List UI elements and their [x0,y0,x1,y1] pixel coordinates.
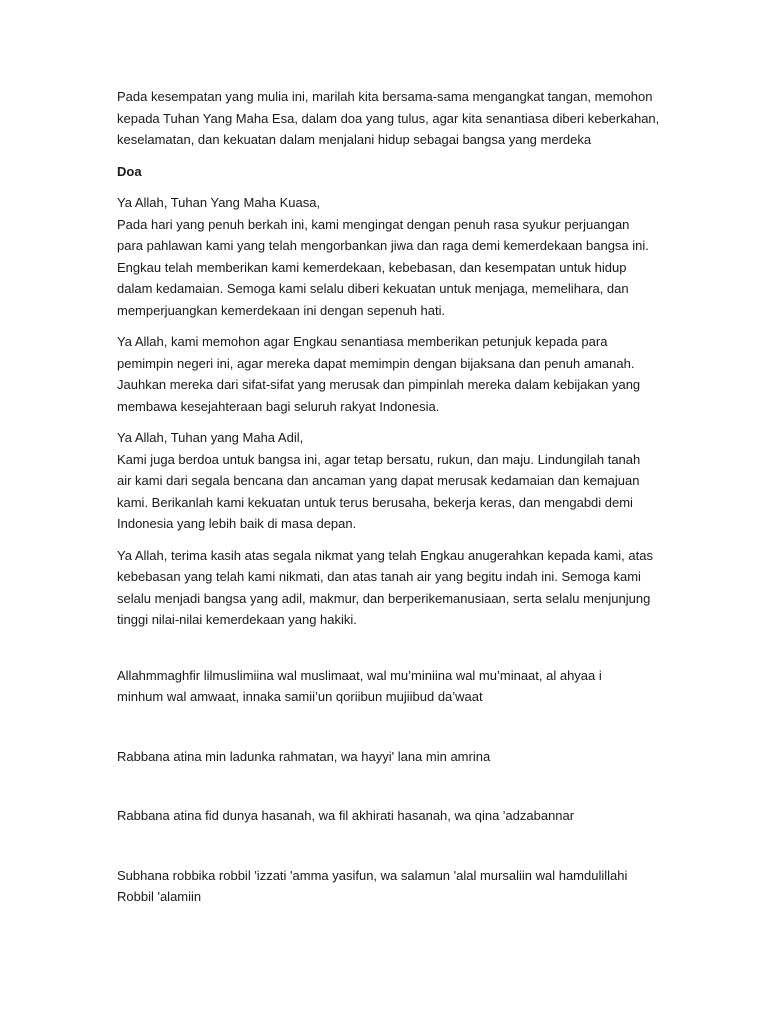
text-line: Ya Allah, terima kasih atas segala nikmat yang telah Engkau anugerahkan kepada kami, atas [117,547,653,563]
text-line: Indonesia yang lebih baik di masa depan. [117,516,357,531]
text-line: dalam kedamaian. Semoga kami selalu diberi kekuatan untuk menjaga, memelihara, dan [117,281,629,296]
prayer-paragraph-3 [117,427,668,535]
text-line: Robbil 'alamiin [117,889,202,904]
text-line: Pada kesempatan yang mulia ini, marilah kita bersama-sama mengangkat tangan, memohon [117,89,653,104]
text-line: Rabbana atina min ladunka rahmatan, wa hayyi' lana min amrina [117,748,491,764]
text-line: Ya Allah, kami memohon agar Engkau senantiasa memberikan petunjuk kepada para [117,334,608,349]
text-line: kepada Tuhan Yang Maha Esa, dalam doa yang tulus, agar kita senantiasa diberi keberkahan, [117,110,660,126]
closing-prayer-3 [117,805,668,827]
closing-prayer-4 [117,865,668,908]
text-line: Ya Allah, Tuhan Yang Maha Kuasa, [117,195,321,210]
prayer-paragraph-2 [117,331,668,417]
text-line: Kami juga berdoa untuk bangsa ini, agar tetap bersatu, rukun, dan maju. Lindungilah tanah [117,451,641,467]
text-line: air kami dari segala bencana dan ancaman yang dapat merusak kedamaian dan kemajuan [117,473,640,488]
prayer-paragraph-4 [117,545,668,631]
text-line: Pada hari yang penuh berkah ini, kami mengingat dengan penuh rasa syukur perjuangan [117,216,630,232]
closing-prayer-1 [117,665,668,708]
text-line: memperjuangkan kemerdekaan ini dengan sepenuh hati. [117,302,446,318]
text-line: para pahlawan kami yang telah mengorbankan jiwa dan raga demi kemerdekaan bangsa ini. [117,238,649,253]
text-line: tinggi nilai-nilai kemerdekaan yang hakiki. [117,612,357,627]
text-line: keselamatan, dan kekuatan dalam menjalani hidup sebagai bangsa yang merdeka [117,132,592,147]
text-line: pemimpin negeri ini, agar mereka dapat memimpin dengan bijaksana dan penuh amanah. [117,355,635,371]
text-line: membawa kesejahteraan bagi seluruh rakyat Indonesia. [117,398,440,414]
text-line: selalu menjadi bangsa yang adil, makmur, dan berperikemanusiaan, serta selalu menjunjung [117,590,651,606]
text-line: Jauhkan mereka dari sifat-sifat yang merusak dan pimpinlah mereka dalam kebijakan yang [117,377,641,392]
text-line: Subhana robbika robbil 'izzati 'amma yasifun, wa salamun 'alal mursaliin wal hamdulillahi [117,867,628,883]
text-line: Engkau telah memberikan kami kemerdekaan, kebebasan, dan kesempatan untuk hidup [117,259,627,275]
text-line: kebebasan yang telah kami nikmati, dan atas tanah air yang begitu indah ini. Semoga kami [117,569,641,584]
prayer-paragraph-1 [117,192,668,321]
text-line: Allahmmaghfir lilmuslimiina wal muslimaat, wal mu’miniina wal mu’minaat, al ahyaa i [117,667,602,683]
text-line: Rabbana atina fid dunya hasanah, wa fil akhirati hasanah, wa qina 'adzabannar [117,808,575,823]
intro-paragraph [117,86,668,151]
text-line: kami. Berikanlah kami kekuatan untuk terus berusaha, bekerja keras, dan mengabdi demi [117,494,633,510]
section-heading: Doa [117,163,142,179]
closing-prayer-2 [117,746,668,768]
text-line: minhum wal amwaat, innaka samii’un qoriibun mujiibud da’waat [117,689,483,704]
text-line: Ya Allah, Tuhan yang Maha Adil, [117,430,304,445]
